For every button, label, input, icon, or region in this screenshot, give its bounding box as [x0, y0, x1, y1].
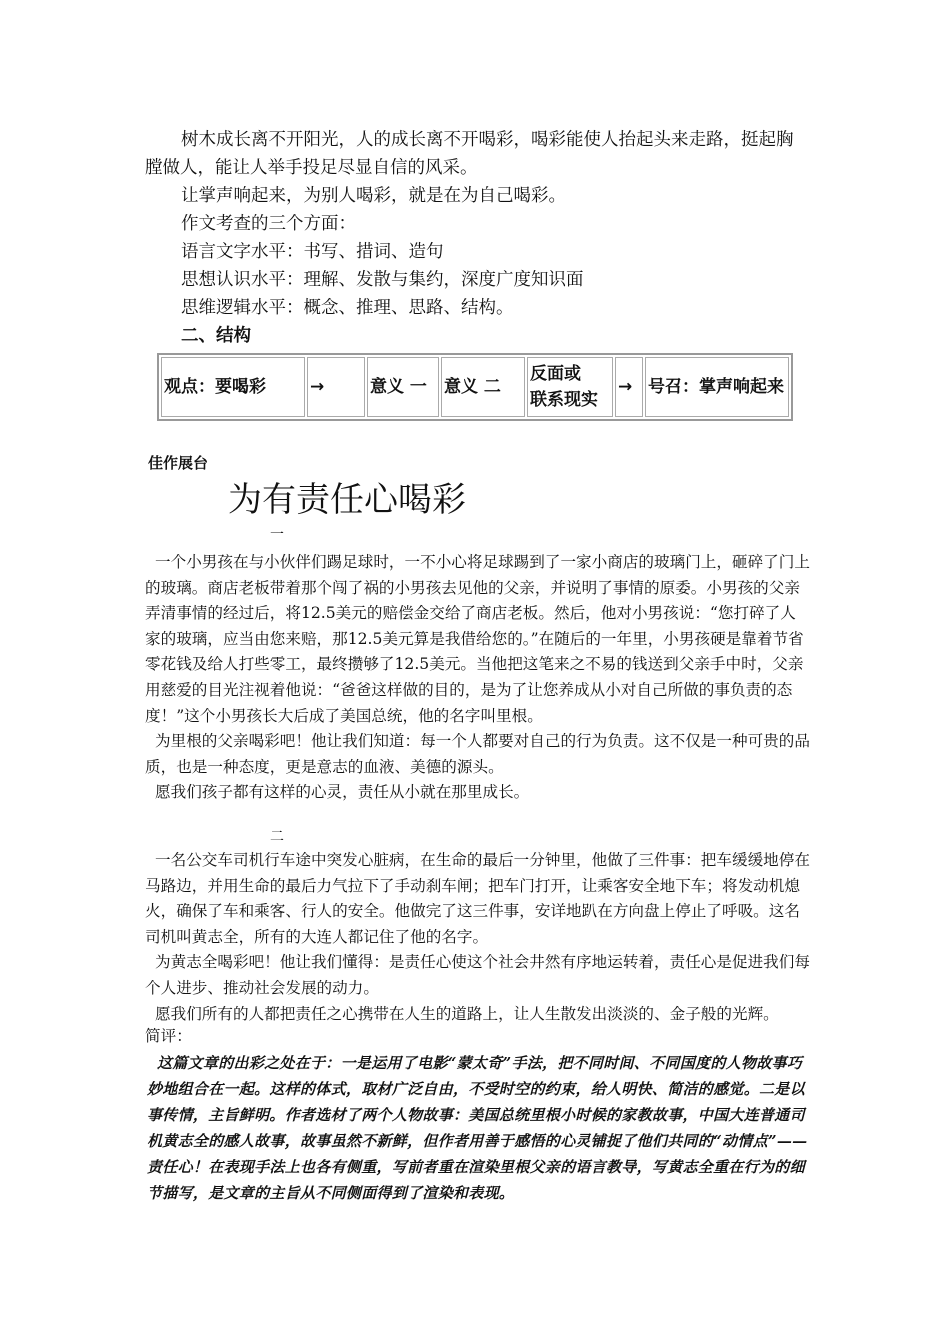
part-number: 一 — [270, 527, 284, 543]
essay-paragraph: 为黄志全喝彩吧！他让我们懂得：是责任心使这个社会井然有序地运转着，责任心是促进我们每个人进步、推动社会发展的动力。 — [145, 953, 810, 997]
table-cell: 意义 二 — [441, 357, 525, 417]
table-cell-line: 反面或 — [530, 364, 581, 384]
list-item: 作文考查的三个方面： — [181, 214, 356, 234]
essay-paragraph: 一名公交车司机行车途中突发心脏病，在生命的最后一分钟里，他做了三件事：把车缓缓地停在马路边，并用生命的最后力气拉下了手动刹车闸；把车门打开，让乘客安全地下车；将发动机熄火，确保了车和乘客、行人的安全。他做完了这三件事，安详地趴在方向盘上停止了呼吸。这名司机叫黄志全，所有的大连人都记住了他的名字。 — [145, 851, 810, 946]
table-cell — [527, 357, 613, 417]
essay-part-one — [145, 550, 810, 806]
review-text: 这篇文章的出彩之处在于：一是运用了电影“蒙太奇”手法，把不同时间、不同国度的人物故事巧妙地组合在一起。这样的体式，取材广泛自由，不受时空的约束，给人明快、简洁的感觉。二是以事传情，主旨鲜明。作者选材了两个人物故事：美国总统里根小时候的家教故事，中国大连普通司机黄志全的感人故事，故事虽然不新鲜，但作者用善于感悟的心灵铺捉了他们共同的“动情点”——责任心！在表现手法上也各有侧重，写前者重在渲染里根父亲的语言教导，写黄志全重在行为的细节描写，是文章的主旨从不同侧面得到了渲染和表现。 — [147, 1054, 808, 1202]
essay-part-two — [145, 848, 810, 1027]
essay-paragraph: 愿我们孩子都有这样的心灵，责任从小就在那里成长。 — [155, 783, 530, 802]
list-item: 思维逻辑水平：概念、推理、思路、结构。 — [181, 298, 514, 318]
review-label: 简评： — [145, 1027, 192, 1045]
section-heading: 二、结构 — [181, 326, 251, 346]
arrow-icon: → — [307, 357, 365, 417]
table-cell: 意义 一 — [367, 357, 439, 417]
essay-paragraph: 愿我们所有的人都把责任之心携带在人生的道路上，让人生散发出淡淡的、金子般的光辉。 — [155, 1004, 779, 1023]
intro-paragraph: 树木成长离不开阳光，人的成长离不开喝彩，喝彩能使人抬起头来走路，挺起胸膛做人，能让人举手投足尽显自信的风采。 — [145, 130, 794, 178]
structure-table — [157, 353, 793, 421]
intro-paragraph: 让掌声响起来，为别人喝彩，就是在为自己喝彩。 — [181, 186, 566, 206]
table-cell: 号召：掌声响起来 — [645, 357, 789, 417]
essay-title: 为有责任心喝彩 — [228, 480, 466, 520]
part-number: 二 — [270, 829, 284, 845]
arrow-icon: → — [615, 357, 643, 417]
list-item: 思想认识水平：理解、发散与集约，深度广度知识面 — [181, 270, 584, 290]
review-text-block — [147, 1050, 810, 1206]
essay-paragraph: 为里根的父亲喝彩吧！他让我们知道：每一个人都要对自己的行为负责。这不仅是一种可贵的品质，也是一种态度，更是意志的血液、美德的源头。 — [145, 732, 810, 776]
table-cell: 观点：要喝彩 — [161, 357, 305, 417]
showcase-label: 佳作展台 — [148, 454, 209, 472]
list-item: 语言文字水平：书写、措词、造句 — [181, 242, 444, 262]
essay-paragraph: 一个小男孩在与小伙伴们踢足球时，一不小心将足球踢到了一家小商店的玻璃门上，砸碎了门上的玻璃。商店老板带着那个闯了祸的小男孩去见他的父亲，并说明了事情的原委。小男孩的父亲弄清事情的经过后，将12.5美元的赔偿金交给了商店老板。然后，他对小男孩说：“您打碎了人家的玻璃，应当由您来赔，那12.5美元算是我借给您的。”在随后的一年里，小男孩硬是靠着节省零花钱及给人打些零工，最终攒够了12.5美元。当他把这笔来之不易的钱送到父亲手中时，父亲用慈爱的目光注视着他说：“爸爸这样做的目的，是为了让您养成从小对自己所做的事负责的态度！”这个小男孩长大后成了美国总统，他的名字叫里根。 — [145, 553, 810, 725]
table-cell-line: 联系现实 — [530, 390, 598, 410]
table-row — [161, 357, 789, 417]
intro-section — [145, 126, 810, 350]
